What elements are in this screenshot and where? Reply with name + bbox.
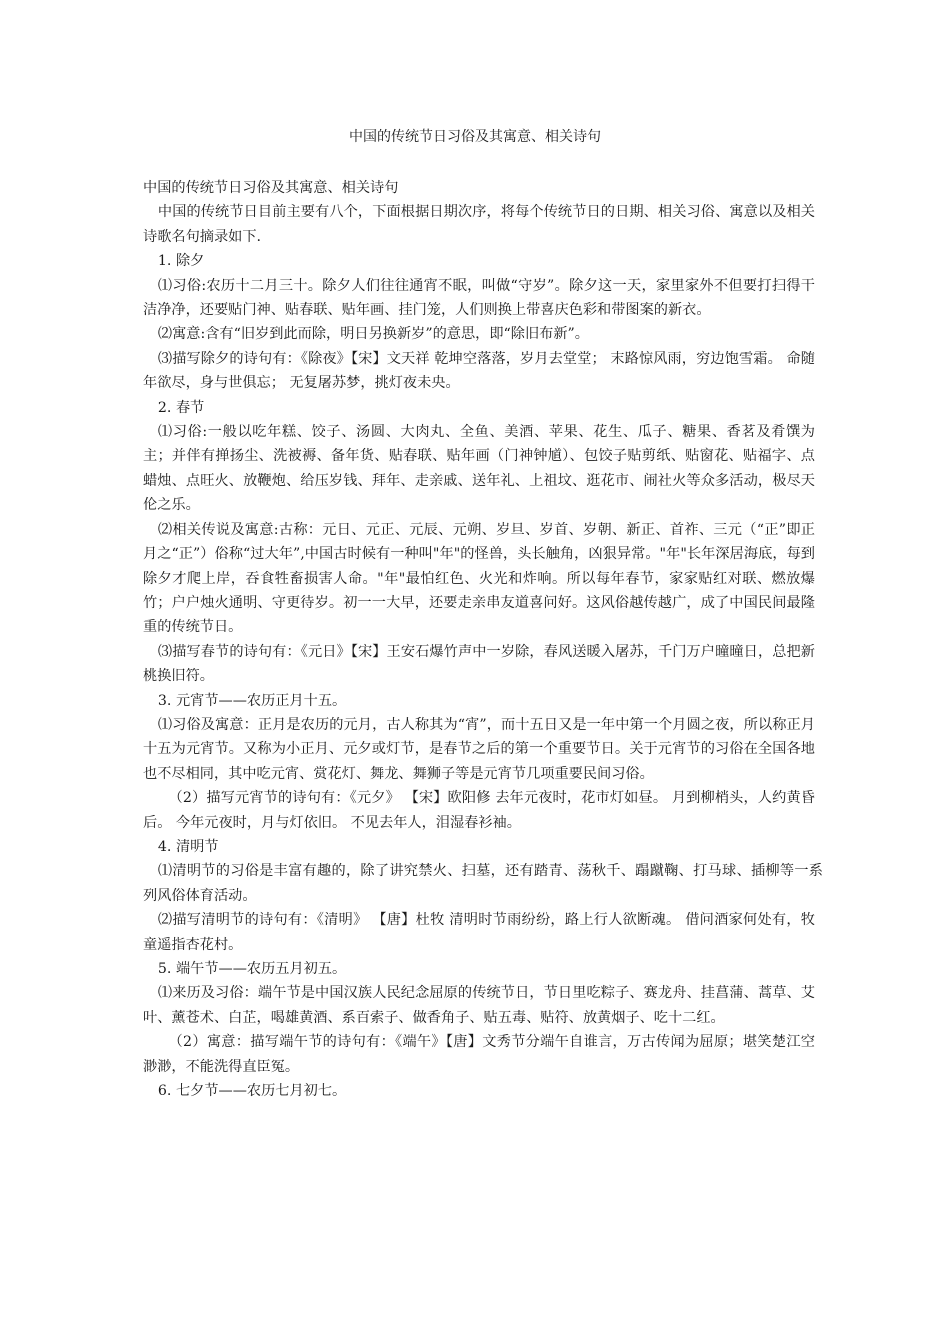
section-heading-qixi: 6. 七夕节——农历七月初七。 xyxy=(157,1083,347,1100)
chunjie-customs-paragraph: ⑴习俗:一般以吃年糕、饺子、汤圆、大肉丸、全鱼、美酒、苹果、花生、瓜子、糖果、香茗及肴馔为主；并伴有掸扬尘、洗被褥、备年货、贴春联、贴年画（门神钟馗）、包饺子贴剪纸、贴窗花、贴福字、点蜡烛、点旺火、放鞭炮、给压岁钱、拜年、走亲戚、送年礼、上祖坟、逛花市、闹社火等众多活动，极尽天伦之乐。 xyxy=(143,424,815,514)
chunjie-poem-paragraph: ⑶描写春节的诗句有：《元日》【宋】王安石爆竹声中一岁除，春风送暖入屠苏，千门万户曈曈日，总把新桃换旧符。 xyxy=(143,643,815,685)
body-heading: 中国的传统节日习俗及其寓意、相关诗句 xyxy=(143,180,399,196)
section-heading-duanwu: 5. 端午节——农历五月初五。 xyxy=(157,961,347,977)
section-heading-qingming: 4. 清明节 xyxy=(157,838,219,855)
document-title: 中国的传统节日习俗及其寓意、相关诗句 xyxy=(349,129,601,145)
section-heading-chunjie: 2. 春节 xyxy=(157,399,205,416)
section-heading-yuanxiao: 3. 元宵节——农历正月十五。 xyxy=(157,692,347,709)
section-heading-chuxi: 1. 除夕 xyxy=(157,253,205,270)
qingming-poem-paragraph: ⑵描写清明节的诗句有：《清明》 【唐】杜牧 清明时节雨纷纷，路上行人欲断魂。 借问酒家何处有，牧童遥指杏花村。 xyxy=(143,912,815,953)
chuxi-poem-paragraph: ⑶描写除夕的诗句有：《除夜》【宋】文天祥 乾坤空落落，岁月去堂堂； 末路惊风雨，穷边饱雪霜。 命随年欲尽，身与世俱忘； 无复屠苏梦，挑灯夜未央。 xyxy=(143,350,815,392)
chuxi-meaning-paragraph: ⑵寓意:含有“旧岁到此而除，明日另换新岁”的意思，即“除旧布新”。 xyxy=(157,326,589,343)
chuxi-customs-paragraph: ⑴习俗:农历十二月三十。除夕人们往往通宵不眠，叫做“守岁”。除夕这一天，家里家外不但要打扫得干洁净净，还要贴门神、贴春联、贴年画、挂门笼，人们则换上带喜庆色彩和带图案的新衣。 xyxy=(143,277,815,319)
duanwu-customs-paragraph: ⑴来历及习俗：端午节是中国汉族人民纪念屈原的传统节日，节日里吃粽子、赛龙舟、挂菖蒲、蒿草、艾叶、薰苍术、白芷，喝雄黄酒、系百索子、做香角子、贴五毒、贴符、放黄烟子、吃十二红。 xyxy=(143,985,815,1026)
document-body xyxy=(143,176,823,1103)
qingming-customs-paragraph: ⑴清明节的习俗是丰富有趣的，除了讲究禁火、扫墓，还有踏青、荡秋千、蹋蹴鞠、打马球、插柳等一系列风俗体育活动。 xyxy=(143,863,823,904)
chunjie-legend-paragraph: ⑵相关传说及寓意:古称：元日、元正、元辰、元朔、岁旦、岁首、岁朝、新正、首祚、三元（“正”即正月之“正”）俗称“过大年”,中国古时候有一种叫"年"的怪兽，头长触角，凶狠异常。"年"长年深居海底，每到除夕才爬上岸，吞食牲畜损害人命。"年"最怕红色、火光和炸响。所以每年春节，家家贴红对联、燃放爆竹；户户烛火通明、守更待岁。初一一大早，还要走亲串友道喜问好。这风俗越传越广，成了中国民间最隆重的传统节日。 xyxy=(143,521,815,636)
duanwu-poem-paragraph: （2）寓意：描写端午节的诗句有：《端午》【唐】文秀节分端午自谁言，万古传闻为屈原；堪笑楚江空渺渺，不能洗得直臣冤。 xyxy=(143,1034,815,1075)
yuanxiao-customs-paragraph: ⑴习俗及寓意：正月是农历的元月，古人称其为“宵”，而十五日又是一年中第一个月圆之夜，所以称正月十五为元宵节。又称为小正月、元夕或灯节，是春节之后的第一个重要节日。关于元宵节的习俗在全国各地也不尽相同，其中吃元宵、赏花灯、舞龙、舞狮子等是元宵节几项重要民间习俗。 xyxy=(143,716,815,782)
yuanxiao-poem-paragraph: （2）描写元宵节的诗句有：《元夕》 【宋】欧阳修 去年元夜时，花市灯如昼。 月到柳梢头，人约黄昏后。 今年元夜时，月与灯依旧。 不见去年人，泪湿春衫袖。 xyxy=(143,790,815,831)
intro-paragraph: 中国的传统节日目前主要有八个，下面根据日期次序，将每个传统节日的日期、相关习俗、寓意以及相关诗歌名句摘录如下. xyxy=(143,204,815,245)
